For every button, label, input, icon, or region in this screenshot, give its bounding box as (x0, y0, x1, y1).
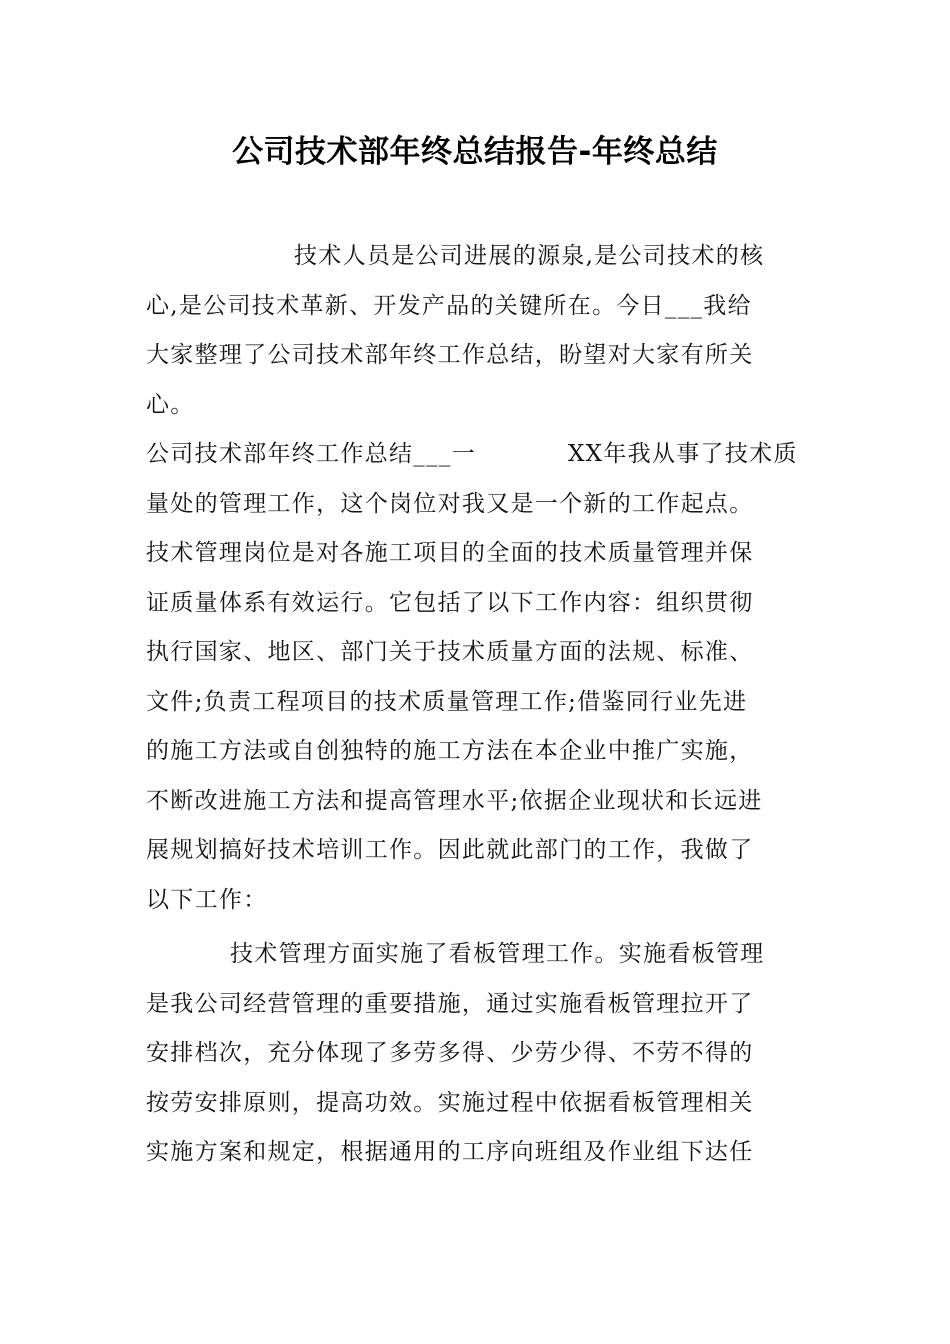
paragraph-line: 安排档次，充分体现了多劳多得、少劳少得、不劳不得的 (146, 1040, 754, 1066)
document-title: 公司技术部年终总结报告-年终总结 (232, 134, 718, 170)
paragraph-line: 不断改进施工方法和提高管理水平;依据企业现状和长远进 (146, 787, 763, 814)
paragraph-line: 证质量体系有效运行。它包括了以下工作内容：组织贯彻 (146, 589, 754, 616)
paragraph-line: 实施方案和规定，根据通用的工序向班组及作业组下达任 (146, 1139, 754, 1165)
paragraph-line (146, 430, 806, 480)
paragraph-line: 技术管理岗位是对各施工项目的全面的技术质量管理并保 (146, 540, 754, 566)
paragraph-line: 文件;负责工程项目的技术质量管理工作;借鉴同行业先进 (146, 688, 748, 715)
document-body (146, 232, 806, 1178)
paragraph-line: 量处的管理工作，这个岗位对我又是一个新的工作起点。 (146, 490, 754, 517)
paragraph-line: 大家整理了公司技术部年终工作总结，盼望对大家有所关 (146, 342, 754, 368)
paragraph-line: 心。 (146, 391, 195, 418)
paragraph-line: 以下工作： (146, 886, 268, 913)
section-heading: 公司技术部年终工作总结___一 (146, 441, 476, 467)
paragraph-line: 执行国家、地区、部门关于技术质量方面的法规、标准、 (146, 639, 754, 665)
paragraph-line: 按劳安排原则，提高功效。实施过程中依据看板管理相关 (146, 1089, 754, 1116)
paragraph-line: 展规划搞好技术培训工作。因此就此部门的工作，我做了 (146, 837, 754, 863)
paragraph-line: 的施工方法或自创独特的施工方法在本企业中推广实施， (146, 738, 754, 764)
paragraph-line: 技术管理方面实施了看板管理工作。实施看板管理 (230, 941, 765, 967)
paragraph-line: 心,是公司技术革新、开发产品的关键所在。今日___我给 (146, 292, 752, 319)
paragraph-line: 是我公司经营管理的重要措施，通过实施看板管理拉开了 (146, 990, 754, 1017)
paragraph-text: XX年我从事了技术质 (568, 441, 798, 467)
paragraph-line: 技术人员是公司进展的源泉,是公司技术的核 (294, 243, 765, 269)
